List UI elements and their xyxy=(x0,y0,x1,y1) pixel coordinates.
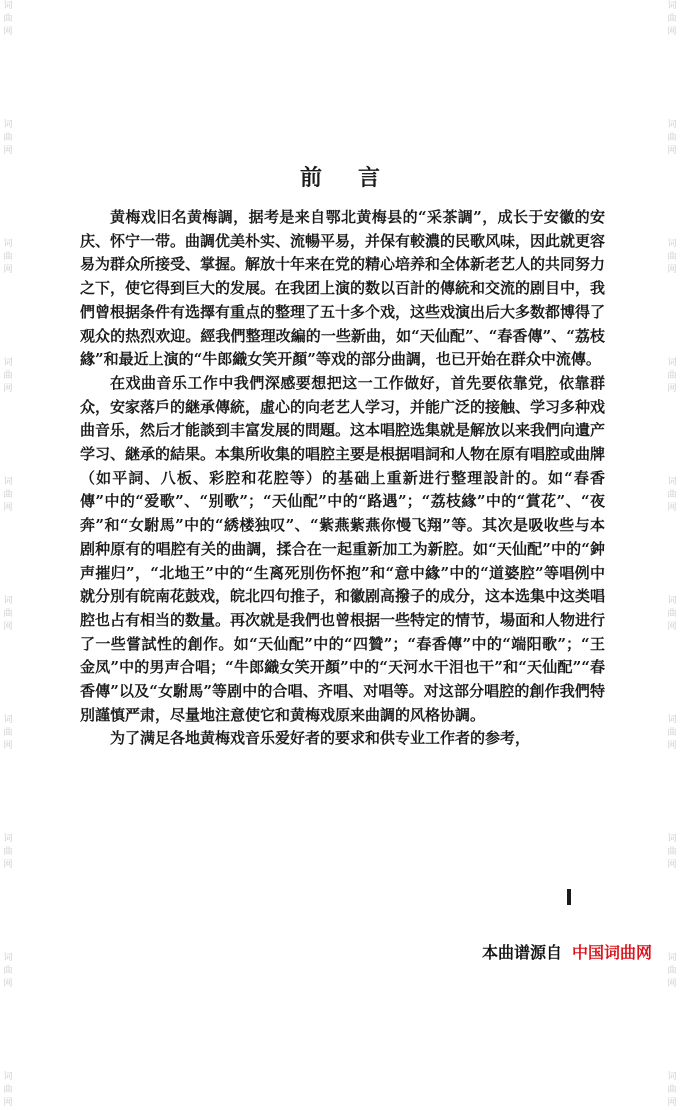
page-title: 前言 xyxy=(299,165,416,191)
ink-mark xyxy=(567,889,571,905)
watermark-char: 网 xyxy=(3,1098,13,1108)
watermark-char: 曲 xyxy=(667,1085,677,1095)
watermark-char: 曲 xyxy=(667,728,677,738)
watermark-unit xyxy=(664,238,680,277)
watermark-unit xyxy=(664,952,680,991)
watermark-unit xyxy=(664,1071,680,1110)
watermark-char: 曲 xyxy=(667,966,677,976)
paragraph: 在戏曲音乐工作中我們深感要想把这一工作做好，首先要依靠党，依靠群众，安家落戶的継承傳統，虛心的向老艺人学习，并能广泛的接触、学习多种戏曲音乐，然后才能談到丰富发展的問題。这本唱腔选集就是解放以来我們向遺产学习、継承的結果。本集所收集的唱腔主要是根据唱詞和人物在原有唱腔或曲牌（如平詞、八板、彩腔和花腔等）的基础上重新进行整理設計的。如“春香傳”中的“爱歌”、“别歌”；“天仙配”中的“路遇”；“荔枝緣”中的“賞花”、“夜奔”和“女駙馬”中的“綉楼独叹”、“紫燕紫燕你慢飞翔”等。其次是吸收些与本剧种原有的唱腔有关的曲調，揉合在一起重新加工为新腔。如“天仙配”中的“鈡声摧归”，“北地王”中的“生离死別伤怀抱”和“意中緣”中的“道婆腔”等唱例中就分別有皖南花鼓戏，皖北四句推子，和徽剧高撥子的成分，这本选集中这类唱腔也占有相当的数量。再次就是我們也曾根据一些特定的情节，場面和人物进行了一些嘗試性的創作。如“天仙配”中的“四贊”；“春香傳”中的“端阳歌”；“王金凤”中的男声合唱；“牛郎織女笑开顏”中的“天河水干泪也干”和“天仙配”“春香傳”以及“女駙馬”等剧中的合唱、齐唱、对唱等。对这部分唱腔的創作我們特別謹慎严肃，尽量地注意使它和黄梅戏原来曲調的风格协調。 xyxy=(80,373,606,724)
watermark-char: 曲 xyxy=(3,371,13,381)
watermark-char: 网 xyxy=(3,860,13,870)
watermark-char: 词 xyxy=(667,1,677,11)
watermark-char: 词 xyxy=(3,477,13,487)
watermark-char: 曲 xyxy=(667,847,677,857)
watermark-char: 曲 xyxy=(3,966,13,976)
credit-prefix: 本曲谱源自 xyxy=(481,943,562,962)
watermark-char: 词 xyxy=(3,358,13,368)
watermark-char: 曲 xyxy=(3,609,13,619)
watermark-unit xyxy=(0,714,16,753)
watermark-char: 网 xyxy=(667,622,677,632)
watermark-char: 词 xyxy=(667,358,677,368)
watermark-unit xyxy=(0,0,16,39)
watermark-unit xyxy=(0,952,16,991)
watermark-char: 词 xyxy=(3,1072,13,1082)
watermark-unit xyxy=(0,1071,16,1110)
watermark-char: 网 xyxy=(667,27,677,37)
watermark-char: 曲 xyxy=(667,371,677,381)
watermark-char: 网 xyxy=(667,1098,677,1108)
watermark-char: 词 xyxy=(667,715,677,725)
watermark-char: 曲 xyxy=(667,609,677,619)
watermark-char: 网 xyxy=(667,860,677,870)
watermark-unit xyxy=(664,595,680,634)
watermark-char: 词 xyxy=(3,596,13,606)
watermark-unit xyxy=(0,238,16,277)
watermark-char: 网 xyxy=(667,384,677,394)
watermark-char: 网 xyxy=(667,979,677,989)
watermark-char: 网 xyxy=(3,146,13,156)
watermark-char: 词 xyxy=(667,239,677,249)
watermark-char: 曲 xyxy=(3,133,13,143)
watermark-char: 曲 xyxy=(667,133,677,143)
watermark-strip-left xyxy=(0,0,16,1108)
watermark-char: 词 xyxy=(667,953,677,963)
watermark-char: 词 xyxy=(3,715,13,725)
watermark-char: 网 xyxy=(3,27,13,37)
document-body xyxy=(80,206,605,751)
watermark-char: 曲 xyxy=(3,14,13,24)
watermark-char: 曲 xyxy=(3,847,13,857)
watermark-strip-right xyxy=(664,0,680,1108)
watermark-unit xyxy=(664,357,680,396)
watermark-unit xyxy=(664,0,680,39)
watermark-char: 词 xyxy=(3,120,13,130)
watermark-unit xyxy=(664,714,680,753)
watermark-char: 网 xyxy=(667,741,677,751)
watermark-char: 曲 xyxy=(3,252,13,262)
watermark-char: 网 xyxy=(3,503,13,513)
source-credit xyxy=(482,940,652,963)
watermark-char: 词 xyxy=(3,239,13,249)
watermark-char: 曲 xyxy=(667,490,677,500)
watermark-char: 曲 xyxy=(667,252,677,262)
watermark-char: 曲 xyxy=(3,1085,13,1095)
watermark-unit xyxy=(0,119,16,158)
watermark-unit xyxy=(0,357,16,396)
watermark-char: 词 xyxy=(667,1072,677,1082)
watermark-char: 网 xyxy=(3,622,13,632)
watermark-unit xyxy=(0,476,16,515)
watermark-char: 网 xyxy=(3,384,13,394)
watermark-char: 词 xyxy=(3,1,13,11)
watermark-char: 网 xyxy=(667,503,677,513)
watermark-char: 词 xyxy=(3,834,13,844)
watermark-unit xyxy=(664,119,680,158)
watermark-char: 词 xyxy=(667,477,677,487)
watermark-char: 网 xyxy=(3,979,13,989)
watermark-unit xyxy=(0,595,16,634)
watermark-char: 曲 xyxy=(3,490,13,500)
watermark-unit xyxy=(0,833,16,872)
watermark-char: 网 xyxy=(667,146,677,156)
watermark-char: 曲 xyxy=(667,14,677,24)
watermark-char: 词 xyxy=(3,953,13,963)
watermark-char: 词 xyxy=(667,834,677,844)
watermark-char: 词 xyxy=(667,120,677,130)
paragraph: 黄梅戏旧名黄梅調，据考是来自鄂北黄梅县的“采茶調”，成长于安徽的安庆、怀宁一带。曲調优美朴实、流暢平易，并保有較濃的民歌风味，因此就更容易为群众所接受、掌握。解放十年来在党的精心培养和全体新老艺人的共同努力之下，使它得到巨大的发展。在我团上演的数以百計的傳統和交流的剧目中，我們曾根据条件有选擇有重点的整理了五十多个戏，这些戏演出后大多数都博得了观众的热烈欢迎。經我們整理改編的一些新曲，如“天仙配”、“春香傳”、“荔枝緣”和最近上演的“牛郎織女笑开顏”等戏的部分曲調，也已开始在群众中流傳。 xyxy=(80,208,606,369)
watermark-unit xyxy=(664,476,680,515)
watermark-char: 网 xyxy=(3,741,13,751)
credit-site-link[interactable]: 中国词曲网 xyxy=(571,943,652,962)
watermark-char: 网 xyxy=(3,265,13,275)
watermark-char: 网 xyxy=(667,265,677,275)
watermark-unit xyxy=(664,833,680,872)
watermark-char: 曲 xyxy=(3,728,13,738)
watermark-char: 词 xyxy=(667,596,677,606)
paragraph: 为了满足各地黄梅戏音乐爱好者的要求和供专业工作者的参考， xyxy=(110,729,531,748)
